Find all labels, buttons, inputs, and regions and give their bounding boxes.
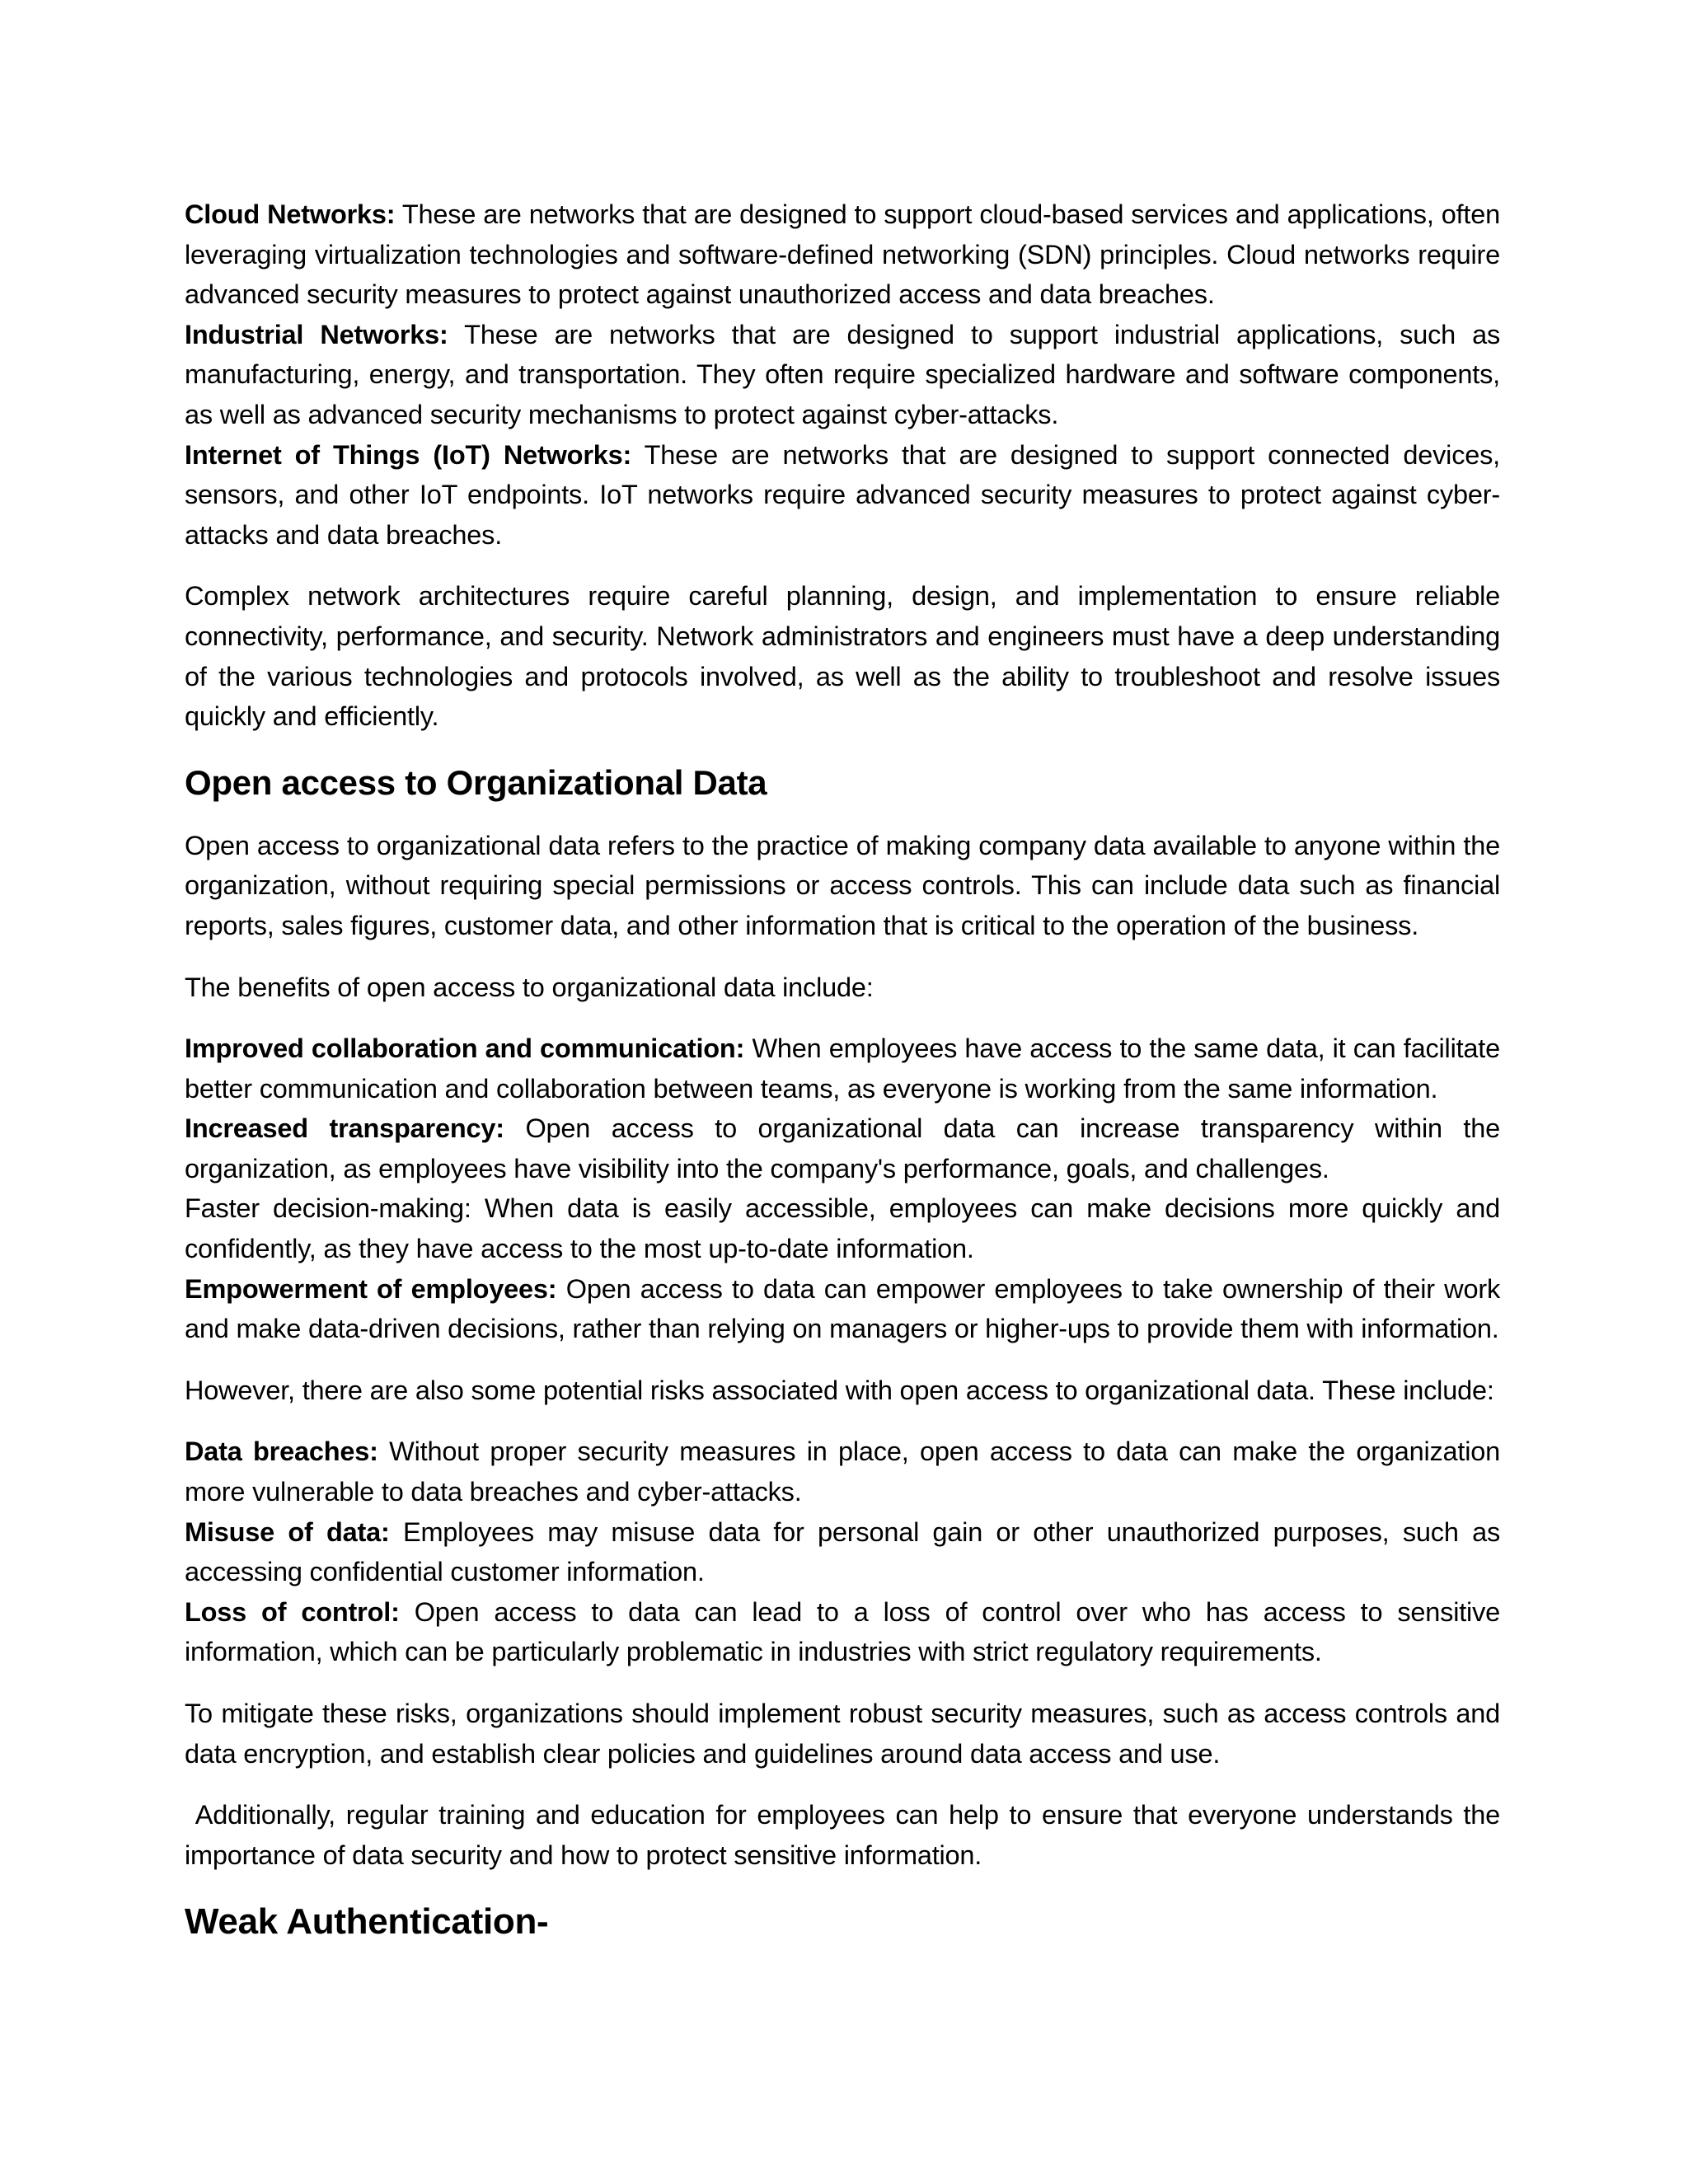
benefit-item bbox=[185, 1188, 1500, 1268]
term-text: These are networks that are designed to support connected devices, sensors, and other IoT endpoints. IoT networks require advanced security measures to protect against cyber-attacks and data breaches. bbox=[185, 439, 1500, 550]
section-heading-open-access: Open access to Organizational Data bbox=[185, 762, 767, 802]
complex-architectures-paragraph: Complex network architectures require careful planning, design, and implementation to ensure reliable connectivity, performance, and security. Network administrators and engineers must have a deep understanding of the various technologies and protocols involved, as well as the ability to troubleshoot and resolve issues quickly and efficiently. bbox=[185, 581, 1500, 732]
additionally-paragraph: Additionally, regular training and education for employees can help to ensure that everyone understands the importance of data security and how to protect sensitive information. bbox=[185, 1800, 1507, 1870]
section-heading-weak-authentication: Weak Authentication- bbox=[185, 1901, 549, 1943]
term-text: Open access to organizational data can increase transparency within the organization, as employees have visibility into the company's performance, goals, and challenges. bbox=[185, 1113, 1500, 1183]
risk-item bbox=[185, 1432, 1500, 1511]
term-text: Open access to data can empower employees to take ownership of their work and make data-driven decisions, rather than relying on managers or higher-ups to provide them with information. bbox=[185, 1273, 1500, 1344]
benefit-item bbox=[185, 1029, 1500, 1108]
term-text: When employees have access to the same data, it can facilitate better communication and collaboration between teams, as everyone is working from the same information. bbox=[185, 1033, 1500, 1104]
term-label: Cloud Networks: bbox=[185, 199, 396, 229]
term-text: Employees may misuse data for personal gain or other unauthorized purposes, such as accessing confidential customer information. bbox=[185, 1516, 1500, 1587]
risk-item bbox=[185, 1592, 1500, 1672]
benefit-item bbox=[185, 1108, 1500, 1188]
risks-intro: However, there are also some potential risks associated with open access to organizational data. These include: bbox=[185, 1375, 1494, 1405]
network-types-list bbox=[185, 194, 1500, 555]
term-label: Improved collaboration and communication: bbox=[185, 1033, 745, 1064]
term-text: Open access to data can lead to a loss of control over who has access to sensitive information, which can be particularly problematic in industries with strict regulatory requirements. bbox=[185, 1596, 1500, 1667]
term-label: Empowerment of employees: bbox=[185, 1273, 557, 1304]
term-text: Faster decision-making: When data is easily accessible, employees can make decisions more quickly and confidently, as they have access to the most up-to-date information. bbox=[185, 1193, 1500, 1264]
term-text: Without proper security measures in place, open access to data can make the organization more vulnerable to data breaches and cyber-attacks. bbox=[185, 1436, 1500, 1507]
network-type-industrial bbox=[185, 315, 1500, 435]
network-type-cloud bbox=[185, 194, 1500, 315]
term-label: Data breaches: bbox=[185, 1436, 378, 1467]
benefits-list bbox=[185, 1029, 1500, 1349]
benefits-intro: The benefits of open access to organizational data include: bbox=[185, 972, 874, 1002]
term-label: Internet of Things (IoT) Networks: bbox=[185, 439, 632, 470]
term-label: Misuse of data: bbox=[185, 1516, 390, 1547]
risk-item bbox=[185, 1512, 1500, 1592]
open-access-intro: Open access to organizational data refers to the practice of making company data available to anyone within the organization, without requiring special permissions or access controls. This can include data such as financial reports, sales figures, customer data, and other information that is critical to the operation of the business. bbox=[185, 830, 1500, 940]
term-text: These are networks that are designed to support cloud-based services and applications, often leveraging virtualization technologies and software-defined networking (SDN) principles. Cloud networks require advanced security measures to protect against unauthorized access and data breaches. bbox=[185, 199, 1500, 310]
benefit-item bbox=[185, 1269, 1500, 1349]
term-label: Industrial Networks: bbox=[185, 319, 448, 349]
risks-list bbox=[185, 1432, 1500, 1672]
document-page bbox=[185, 194, 1507, 1946]
term-text: These are networks that are designed to support industrial applications, such as manufacturing, energy, and transportation. They often require specialized hardware and software components, as well as advanced security mechanisms to protect against cyber-attacks. bbox=[185, 319, 1501, 429]
term-label: Increased transparency: bbox=[185, 1113, 504, 1144]
term-label: Loss of control: bbox=[185, 1596, 400, 1627]
mitigation-paragraph: To mitigate these risks, organizations should implement robust security measures, such as access controls and data encryption, and establish clear policies and guidelines around data access and use. bbox=[185, 1699, 1500, 1769]
network-type-iot bbox=[185, 435, 1500, 555]
